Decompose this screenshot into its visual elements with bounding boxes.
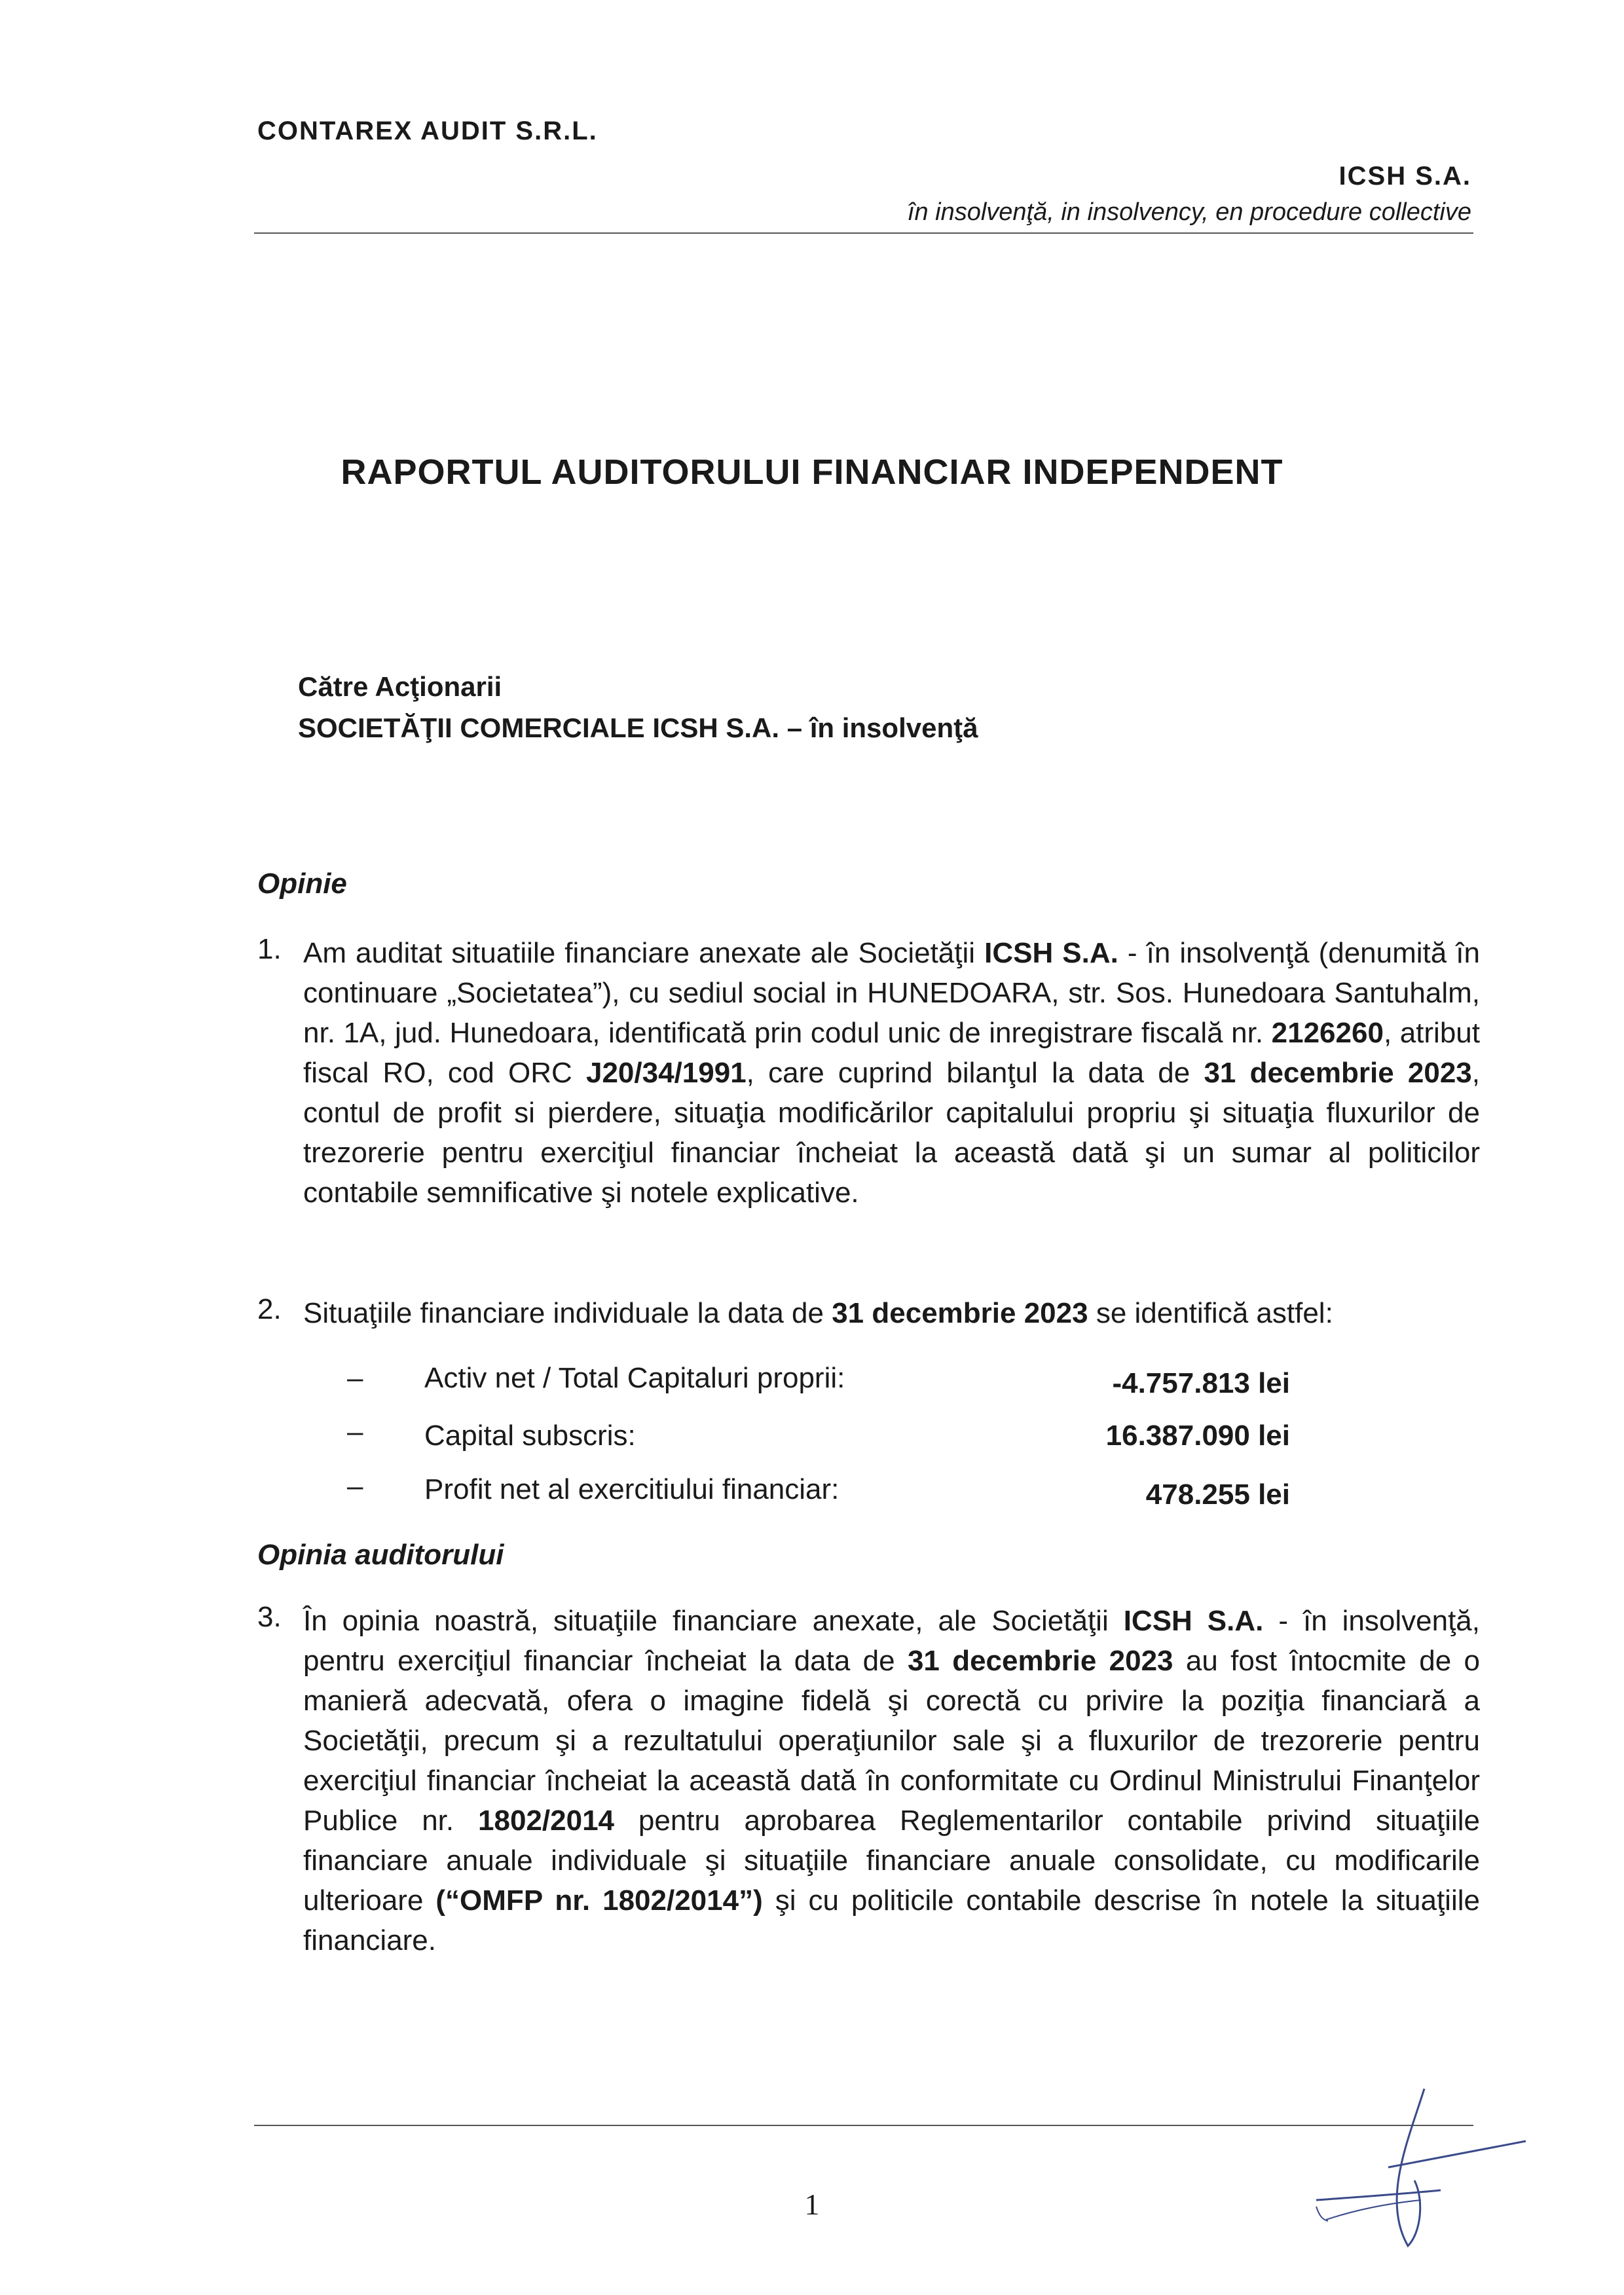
para-3-number: 3. [257, 1601, 282, 1633]
para-1-number: 1. [257, 933, 282, 965]
item-value-subscribed-capital: 16.387.090 lei [1105, 1420, 1290, 1452]
addressee-line-2: SOCIETĂŢII COMERCIALE ICSH S.A. – în insolvenţă [298, 712, 978, 743]
paragraph-1: Am auditat situatiile financiare anexate ale Societăţii ICSH S.A. - în insolvenţă (denumită în continuare „Societatea”), cu sediul social in HUNEDOARA, str. Sos. Hunedoara Santuhalm, nr. 1A, jud. Hunedoara, identificată prin codul unic de inregistrare fiscală nr. 2126260, atribut fiscal RO, cod ORC J20/34/1991, care cuprind bilanţul la data de 31 decembrie 2023, contul de profit si pierdere, situaţia modificărilor capitalului propriu şi situaţia fluxurilor de trezorerie pentru exerciţiul financiar încheiat la această dată şi un sumar al politicilor contabile semnificative şi notele explicative. [303, 937, 1481, 1209]
header-divider [254, 232, 1473, 234]
item-label-net-assets: Activ net / Total Capitaluri proprii: [424, 1362, 845, 1394]
item-dash: – [347, 1470, 363, 1502]
item-value-net-assets: -4.757.813 lei [1112, 1367, 1290, 1399]
item-dash: – [347, 1416, 363, 1448]
item-label-net-profit: Profit net al exercitiului financiar: [424, 1473, 840, 1505]
item-label-subscribed-capital: Capital subscris: [424, 1420, 636, 1452]
para-2-number: 2. [257, 1293, 282, 1325]
report-title: RAPORTUL AUDITORULUI FINANCIAR INDEPENDENT [341, 452, 1283, 492]
signature-mark [1310, 2069, 1545, 2266]
item-dash: – [347, 1362, 363, 1394]
paragraph-2: Situaţiile financiare individuale la data de 31 decembrie 2023 se identifică astfel: [303, 1297, 1333, 1329]
paragraph-3: În opinia noastră, situaţiile financiare anexate, ale Societăţii ICSH S.A. - în insolvenţă, pentru exerciţiul financiar încheiat la data de 31 decembrie 2023 au fost întocmite de o manieră adecvată, ofera o imagine fidelă şi corectă cu privire la poziţia financiară a Societăţii, precum şi a rezultatului operaţiunilor sale şi a fluxurilor de trezorerie pentru exerciţiul financiar încheiat la această dată în conformitate cu Ordinul Ministrului Finanţelor Publice nr. 1802/2014 pentru aprobarea Reglementarilor contabile privind situaţiile financiare anuale individuale şi situaţiile financiare anuale consolidate, cu modificarile ulterioare (“OMFP nr. 1802/2014”) şi cu politicile contabile descrise în notele la situaţiile financiare. [303, 1605, 1480, 1956]
client-status: în insolvenţă, in insolvency, en procedure collective [907, 198, 1471, 226]
section-opinie: Opinie [257, 868, 347, 900]
client-name: ICSH S.A. [1338, 162, 1471, 191]
item-value-net-profit: 478.255 lei [1145, 1478, 1290, 1511]
page-number: 1 [804, 2188, 820, 2221]
auditor-name: CONTAREX AUDIT S.R.L. [257, 117, 598, 145]
section-opinia-auditorului: Opinia auditorului [257, 1539, 504, 1571]
addressee-line-1: Către Acţionarii [298, 671, 502, 702]
footer-divider [254, 2125, 1473, 2126]
